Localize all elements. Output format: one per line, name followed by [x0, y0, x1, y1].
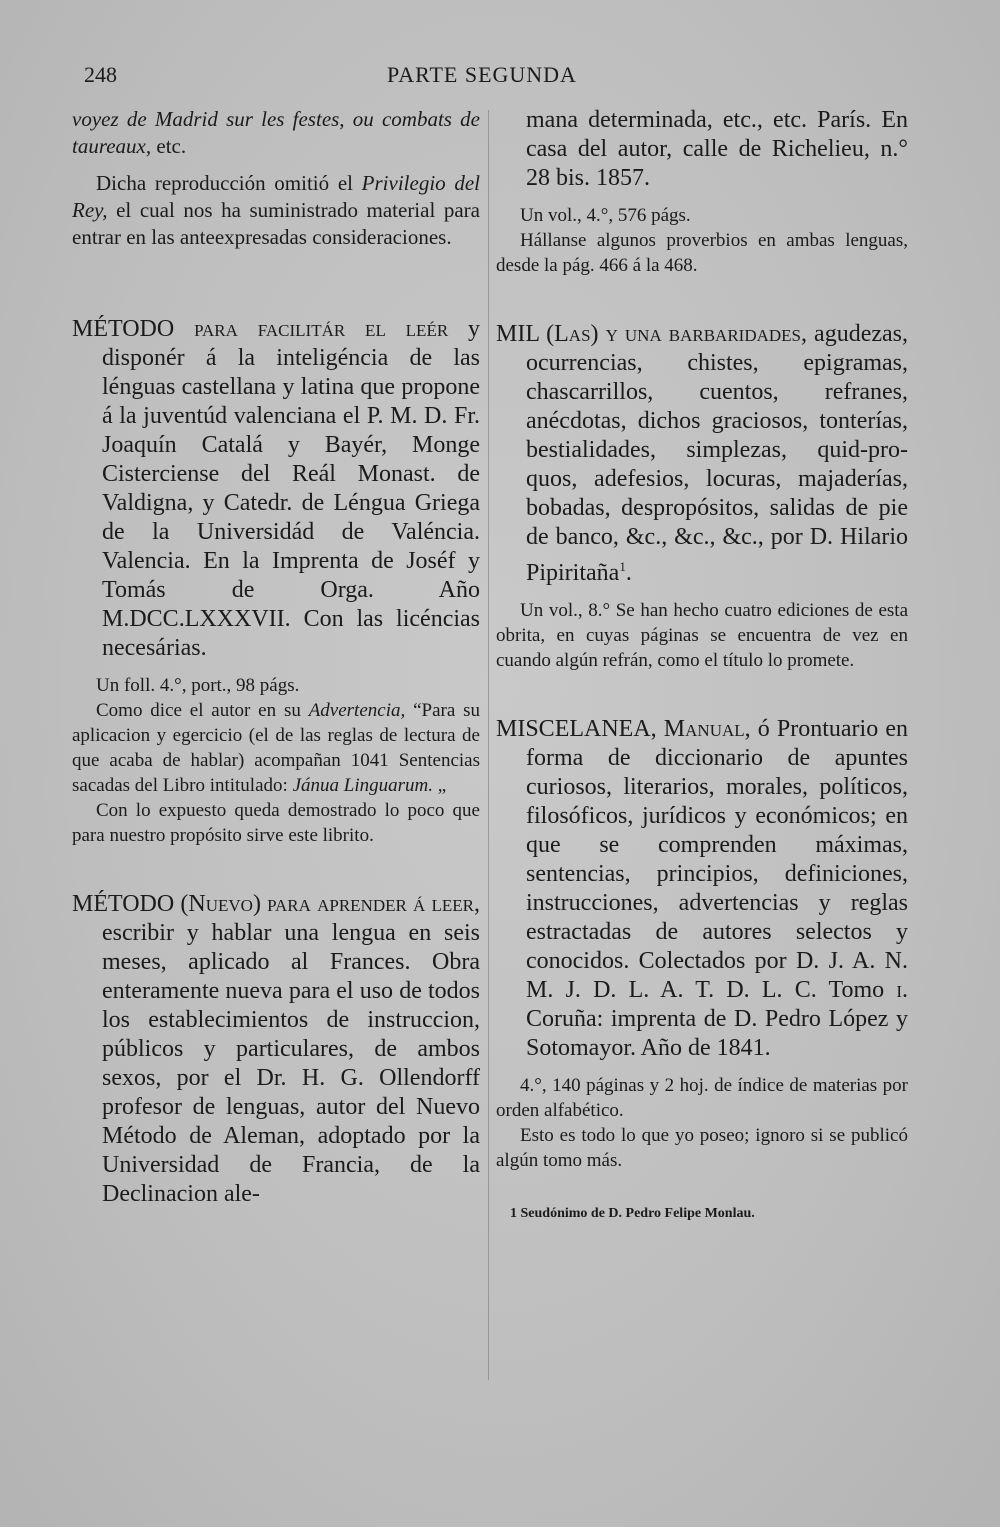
- note-italic: Advertencia,: [308, 700, 406, 721]
- note-text-b: “Para su aplicacion y egercicio (el de las reglas de lectura de que acaba de hablar) acompañan 1041 Sentencias sacadas del Libro intitulado:: [72, 700, 480, 796]
- entry-end: Coruña: imprenta de D. Pedro López y Sotomayor. Año de 1841.: [526, 1006, 908, 1061]
- entry-body: ó Prontuario en forma de diccionario de apuntes curiosos, literarios, morales, políticos, filosóficos, jurídicos y económicos; en que se comprenden máximas, sentencias, principios, definiciones, instrucciones, advertencias y reglas estractadas de autores selectos y conocidos. Colectados por D. J. A. N. M. J. D. L. A. T. D. L. C. Tomo: [526, 716, 908, 1003]
- entry-note-2: Con lo expuesto queda demostrado lo poco que para nuestro propósito sirve este librito.: [72, 800, 480, 846]
- entry-tomo: i.: [896, 977, 908, 1003]
- continuation-tail: etc.: [151, 134, 187, 158]
- entry-headword: MIL (: [496, 321, 555, 347]
- right-column: [496, 106, 908, 1236]
- continuation-entry: mana determinada, etc., etc. París. En casa del autor, calle de Richelieu, n.° 28 bis. 1857.: [526, 107, 908, 191]
- reproduction-text-a: Dicha reproducción omitió el: [96, 171, 362, 195]
- page-number: 248: [84, 62, 117, 87]
- entry-body: escribir y hablar una lengua en seis meses, aplicado al Frances. Obra enteramente nueva para el uso de todos los establecimientos de instruccion, públicos y particulares, de ambos sexos, por el Dr. H. G. Ollendorff profesor de lenguas, autor del Nuevo Método de Aleman, adoptado por la Universidad de Francia, de la Declinacion ale-: [102, 920, 480, 1207]
- entry-description: Un foll. 4.°, port., 98 págs.: [96, 675, 300, 696]
- entry-headword-smallcaps: Manual,: [663, 716, 751, 742]
- entry-headword: MISCELANEA,: [496, 716, 664, 742]
- column-divider: [488, 110, 489, 1380]
- page-header: [0, 62, 1000, 98]
- continuation-paragraph: [72, 106, 480, 160]
- entry-metodo-facilitar: [72, 315, 480, 663]
- entry-body: y disponér á la inteligéncia de las lénguas castellana y latina que propone á la juventúd valenciana el P. M. D. Fr. Joaquín Catalá y Bayér, Monge Cisterciense del Reál Monast. de Valdigna, y Catedr. de Léngua Griega de la Universidád de Valéncia. Valencia. En la Imprenta de Joséf y Tomás de Orga. Año M.DCC.LXXXVII. Con las licéncias necesárias.: [102, 316, 481, 661]
- note-italic-2: Jánua Linguarum.: [292, 775, 433, 796]
- entry-note: Hállanse algunos proverbios en ambas lenguas, desde la pág. 466 á la 468.: [496, 230, 908, 276]
- footnote: 1 Seudónimo de D. Pedro Felipe Monlau.: [510, 1206, 755, 1221]
- continuation-italic: voyez de Madrid sur les festes, ou combats de taureaux,: [72, 107, 480, 158]
- entry-miscelanea: [496, 715, 908, 1063]
- running-title: PARTE SEGUNDA: [387, 62, 577, 87]
- left-column: [72, 106, 480, 1209]
- entry-headword: MÉTODO (: [72, 891, 189, 917]
- entry-headword-smallcaps-2: para aprender á leer,: [267, 891, 480, 917]
- reproduction-paragraph: [72, 170, 480, 251]
- reproduction-text-b: el cual nos ha suministrado material para entrar en las anteexpresadas consideraciones.: [72, 198, 480, 249]
- entry-headword-smallcaps: Nuevo: [188, 891, 253, 917]
- entry-note: [72, 698, 480, 798]
- entry-end: .: [625, 560, 632, 586]
- entry-note: Esto es todo lo que yo poseo; ignoro si se publicó algún tomo más.: [496, 1125, 908, 1171]
- entry-mil: [496, 320, 908, 588]
- entry-description: 4.°, 140 páginas y 2 hoj. de índice de materias por orden alfabético.: [496, 1075, 908, 1121]
- entry-headword-smallcaps: para facilitár el leér: [194, 316, 449, 342]
- entry-headword-smallcaps-2: y una barbaridades,: [605, 321, 808, 347]
- entry-headword-mid: ): [252, 891, 268, 917]
- entry-metodo-nuevo: [72, 890, 480, 1209]
- note-text-c: „: [432, 775, 447, 796]
- reproduction-italic: Privilegio del Rey,: [72, 171, 480, 222]
- entry-description: Un vol., 4.°, 576 págs.: [520, 205, 691, 226]
- entry-headword-mid: ): [590, 321, 606, 347]
- entry-description: Un vol., 8.° Se han hecho cuatro ediciones de esta obrita, en cuyas páginas se encuentra de vez en cuando algún refrán, como el título lo promete.: [496, 600, 908, 671]
- entry-body: agudezas, ocurrencias, chistes, epigramas, chascarrillos, cuentos, refranes, anécdotas, dichos graciosos, tonterías, bestialidades, simplezas, quid-pro-quos, adefesios, locuras, majaderías, bobadas, despropósitos, salidas de pie de banco, &c., &c., &c., por D. Hilario Pipiritaña: [526, 321, 909, 586]
- footnote-marker: 1: [619, 559, 626, 574]
- entry-headword: MÉTODO: [72, 316, 195, 342]
- entry-headword-smallcaps: Las: [554, 321, 591, 347]
- note-text-a: Como dice el autor en su: [96, 700, 309, 721]
